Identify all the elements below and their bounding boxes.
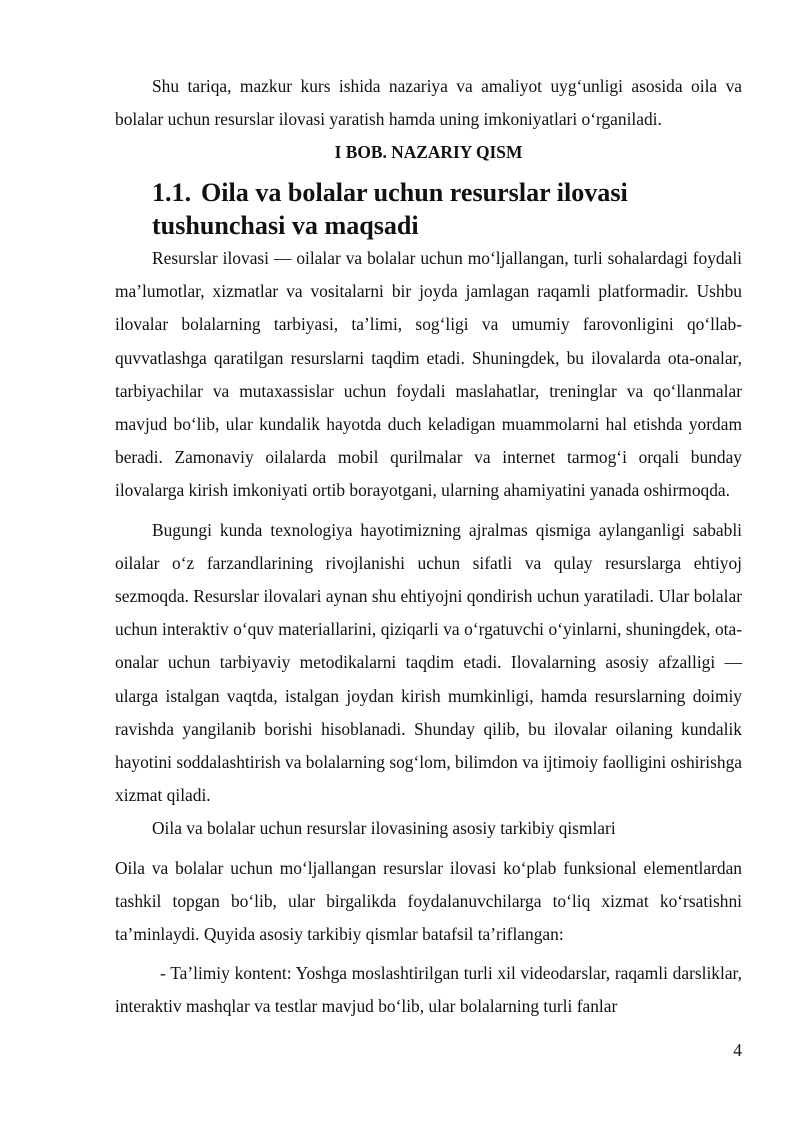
list-item-educational-content: - Ta’limiy kontent: Yoshga moslashtirilgan turli xil videodarslar, raqamli darsliklar, interaktiv mashqlar va testlar mavjud bo‘lib, ular bolalarning turli fanlar [115, 963, 742, 1017]
page-number: 4 [733, 1040, 742, 1060]
document-page [115, 70, 742, 1024]
paragraph-definition: Resurslar ilovasi — oilalar va bolalar uchun mo‘ljallangan, turli sohalardagi foydali ma’lumotlar, xizmatlar va vositalarni bir joyda jamlagan raqamli platformadir. Ushbu ilovalar bolalarning tarbiyasi, ta’limi, sog‘ligi va umumiy farovonligini qo‘llab-quvvatlashga qaratilgan resurslarni taqdim etadi. Shuningdek, bu ilovalarda ota-onalar, tarbiyachilar va mutaxassislar uchun foydali maslahatlar, treninglar va qo‘llanmalar mavjud bo‘lib, ular kundalik hayotda duch keladigan muammolarni hal etishda yordam beradi. Zamonaviy oilalarda mobil qurilmalar va internet tarmog‘i orqali bunday ilovalarga kirish imkoniyati ortib borayotgani, ularning ahamiyatini yanada oshirmoqda. [115, 248, 742, 501]
section-title: Oila va bolalar uchun resurslar ilovasi tushunchasi va maqsadi [152, 177, 628, 240]
section-heading [115, 176, 742, 242]
paragraph-technology: Bugungi kunda texnologiya hayotimizning ajralmas qismiga aylanganligi sababli oilalar o‘z farzandlarining rivojlanishi uchun sifatli va qulay resurslarga ehtiyoj sezmoqda. Resurslar ilovalari aynan shu ehtiyojni qondirish uchun yaratiladi. Ular bolalar uchun interaktiv o‘quv materiallarini, qiziqarli va o‘rgatuvchi o‘yinlarni, shuningdek, ota-onalar uchun tarbiyaviy metodikalarni taqdim etadi. Ilovalarning asosiy afzalligi — ularga istalgan vaqtda, istalgan joydan kirish mumkinligi, hamda resurslarning doimiy ravishda yangilanib borishi hisoblanadi. Shunday qilib, bu ilovalar oilaning kundalik hayotini soddalashtirish va bolalarning sog‘lom, bilimdon va ijtimoiy faolligini oshirishga xizmat qiladi. [115, 519, 742, 806]
section-number: 1.1. [152, 177, 192, 207]
paragraph-components-title: Oila va bolalar uchun resurslar ilovasining asosiy tarkibiy qismlari [152, 818, 616, 839]
chapter-heading: I BOB. NAZARIY QISM [334, 142, 523, 163]
intro-paragraph: Shu tariqa, mazkur kurs ishida nazariya va amaliyot uyg‘unligi asosida oila va bolalar uchun resurslar ilovasi yaratish hamda uning imkoniyatlari o‘rganiladi. [115, 76, 742, 130]
paragraph-components-intro: Oila va bolalar uchun mo‘ljallangan resurslar ilovasi ko‘plab funksional elementlardan tashkil topgan bo‘lib, ular birgalikda foydalanuvchilarga to‘liq xizmat ko‘rsatishni ta’minlaydi. Quyida asosiy tarkibiy qismlar batafsil ta’riflangan: [115, 857, 742, 945]
